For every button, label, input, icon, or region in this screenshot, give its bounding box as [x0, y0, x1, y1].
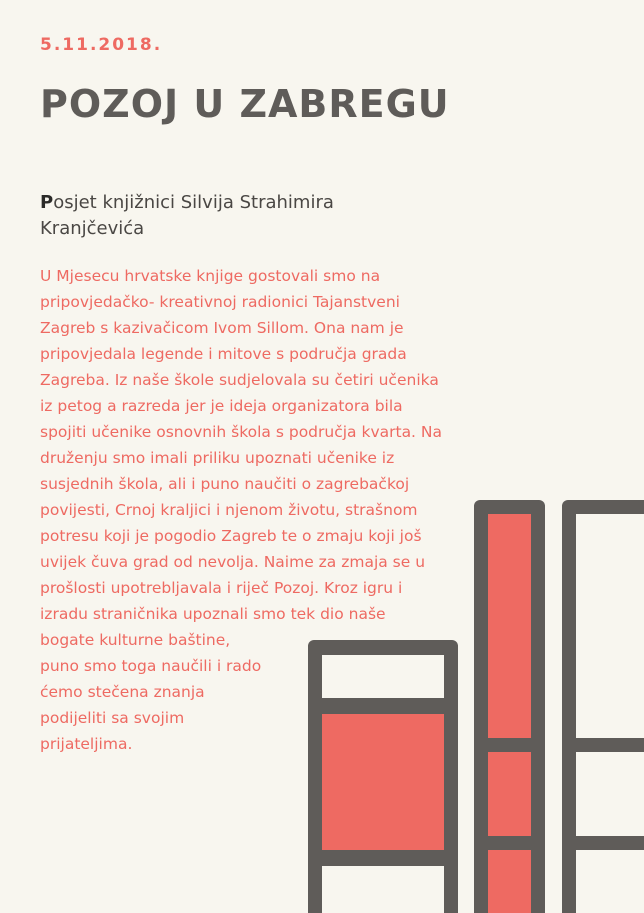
body-line: prijateljima. [40, 735, 133, 753]
body-line: bogate kulturne baštine, [40, 631, 231, 649]
book-right [562, 500, 644, 913]
body-line: susjednih škola, ali i puno naučiti o zagrebačkoj [40, 475, 410, 493]
body-line: U Mjesecu hrvatske knjige gostovali smo na [40, 267, 381, 285]
body-line: ćemo stečena znanja [40, 683, 205, 701]
body-line: izradu straničnika upoznali smo tek dio naše [40, 605, 386, 623]
subtitle-text: osjet knjižnici Silvija Strahimira Kranjčevića [40, 192, 334, 239]
body-line: druženju smo imali priliku upoznati učenike iz [40, 449, 395, 467]
body-line: Zagreb s kazivačicom Ivom Sillom. Ona nam je [40, 319, 404, 337]
body-line: prošlosti upotrebljavala i riječ Pozoj. Kroz igru i [40, 579, 403, 597]
body-line: iz petog a razreda jer je ideja organizatora bila [40, 397, 403, 415]
body-line: spojiti učenike osnovnih škola s područja kvarta. Na [40, 423, 443, 441]
article-subtitle [40, 190, 440, 242]
body-line: podijeliti sa svojim [40, 709, 185, 727]
body-line: pripovjedačko- kreativnoj radionici Tajanstveni [40, 293, 400, 311]
body-line: uvijek čuva grad od nevolja. Naime za zmaja se u [40, 553, 426, 571]
body-line: potresu koji je pogodio Zagreb te o zmaju koji još [40, 527, 422, 545]
body-line: pripovjedala legende i mitove s područja grada [40, 345, 407, 363]
body-line: povijesti, Crnoj kraljici i njenom životu, strašnom [40, 501, 418, 519]
article-date: 5.11.2018. [40, 35, 163, 55]
body-line: puno smo toga naučili i rado [40, 657, 262, 675]
subtitle-first-letter: P [40, 192, 54, 213]
body-line: Zagreba. Iz naše škole sudjelovala su četiri učenika [40, 371, 439, 389]
article-body [40, 263, 490, 757]
article-title: POZOJ U ZABREGU [40, 82, 450, 126]
